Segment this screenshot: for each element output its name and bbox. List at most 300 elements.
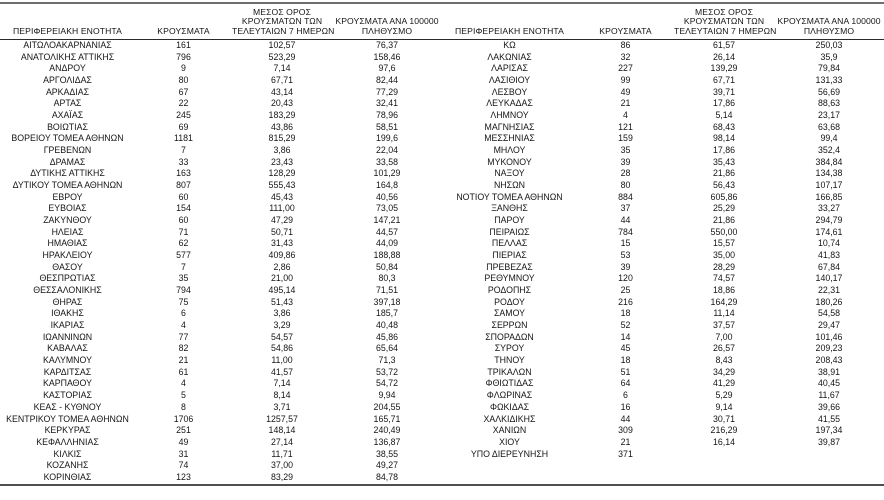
cell-per100k: 22,31: [817, 285, 840, 296]
table-row: [442, 145, 884, 157]
cell-region: ΑΡΤΑΣ: [53, 98, 82, 109]
cell-per100k: 101,46: [815, 331, 843, 342]
table-row: [442, 192, 884, 204]
cell-avg7: 17,86: [712, 98, 735, 109]
table-row: [0, 145, 442, 157]
table-row: [0, 414, 442, 426]
cell-avg7: 7,14: [273, 63, 291, 74]
cell-per100k: 40,56: [375, 191, 398, 202]
cell-avg7: 50,71: [270, 226, 293, 237]
cell-cases: 99: [620, 75, 631, 86]
regions-table-right: [442, 4, 884, 484]
table-row: [442, 250, 884, 262]
cell-cases: 64: [620, 378, 631, 389]
col-header-avg7-line3: ΤΕΛΕΥΤΑΙΩΝ 7 ΗΜΕΡΩΝ: [232, 26, 335, 37]
cell-region: ΚΑΡΔΙΤΣΑΣ: [43, 366, 92, 377]
cell-per100k: 208,43: [815, 355, 843, 366]
cell-per100k: 38,91: [817, 366, 840, 377]
cell-per100k: 352,4: [817, 145, 840, 156]
cell-avg7: 1257,57: [266, 413, 298, 424]
cell-per100k: 80,3: [378, 273, 396, 284]
cell-per100k: 384,84: [815, 156, 843, 167]
cell-avg7: 26,14: [712, 51, 735, 62]
cell-per100k: 41,83: [817, 250, 840, 261]
cell-avg7: 37,57: [712, 320, 735, 331]
table-row: [442, 122, 884, 134]
cell-per100k: 50,84: [375, 261, 398, 272]
cell-region: ΕΥΒΟΙΑΣ: [48, 203, 87, 214]
cell-cases: 120: [618, 273, 633, 284]
cell-per100k: 32,41: [375, 98, 398, 109]
cell-per100k: 147,21: [373, 215, 401, 226]
cell-avg7: 815,29: [268, 133, 296, 144]
cell-cases: 21: [620, 436, 631, 447]
cell-region: ΛΕΣΒΟΥ: [491, 86, 528, 97]
cell-avg7: 9,14: [715, 401, 733, 412]
cell-region: ΚΑΒΑΛΑΣ: [47, 343, 88, 354]
cell-per100k: 9,94: [378, 390, 396, 401]
cell-region: ΑΡΓΟΛΙΔΑΣ: [43, 75, 92, 86]
cell-region: ΒΟΡΕΙΟΥ ΤΟΜΕΑ ΑΘΗΝΩΝ: [11, 133, 124, 144]
table-row: [442, 414, 884, 426]
cell-per100k: 44,57: [375, 226, 398, 237]
cell-avg7: 183,29: [268, 110, 296, 121]
col-header-avg7: [232, 4, 335, 40]
table-row: [0, 63, 442, 75]
cell-cases: 32: [620, 51, 631, 62]
cell-per100k: 41,55: [817, 413, 840, 424]
col-header-region-label: ΠΕΡΙΦΕΡΕΙΑΚΗ ΕΝΟΤΗΤΑ: [455, 26, 564, 37]
cell-per100k: 49,27: [375, 460, 398, 471]
cell-avg7: 39,71: [712, 86, 735, 97]
cell-avg7: 7,00: [715, 331, 733, 342]
cell-cases: 5: [181, 390, 186, 401]
cell-region: ΚΕΦΑΛΛΗΝΙΑΣ: [36, 436, 99, 447]
tables-container: [0, 4, 884, 486]
table-row: [442, 40, 884, 52]
table-row: [0, 133, 442, 145]
col-header-cases: [577, 4, 674, 40]
cell-avg7: 21,00: [270, 273, 293, 284]
table-row: [0, 262, 442, 274]
cell-region: ΛΑΚΩΝΙΑΣ: [487, 51, 532, 62]
cell-region: ΘΗΡΑΣ: [52, 296, 83, 307]
table-row: [442, 390, 884, 402]
table-row: [0, 52, 442, 64]
cell-region: ΤΗΝΟΥ: [494, 355, 525, 366]
cell-avg7: 34,29: [712, 366, 735, 377]
cell-region: ΧΑΝΙΩΝ: [492, 425, 527, 436]
cell-cases: 60: [178, 215, 189, 226]
cell-region: ΧΑΛΚΙΔΙΚΗΣ: [483, 413, 536, 424]
cell-region: ΑΝΔΡΟΥ: [49, 63, 86, 74]
cell-cases: 49: [620, 86, 631, 97]
table-row: [442, 75, 884, 87]
cell-cases: 796: [176, 51, 191, 62]
cell-cases: 74: [178, 460, 189, 471]
cell-per100k: 99,4: [820, 133, 838, 144]
cell-region: ΘΕΣΠΡΩΤΙΑΣ: [39, 273, 96, 284]
cell-avg7: 2,86: [273, 261, 291, 272]
table-row: [442, 133, 884, 145]
cell-cases: 45: [620, 343, 631, 354]
cell-region: ΑΡΚΑΔΙΑΣ: [45, 86, 90, 97]
cell-per100k: 71,3: [378, 355, 396, 366]
cell-per100k: 53,72: [375, 366, 398, 377]
table-row: [442, 262, 884, 274]
table-row: [0, 390, 442, 402]
cell-avg7: 25,29: [712, 203, 735, 214]
cell-per100k: [774, 449, 884, 461]
cell-per100k: 11,67: [818, 390, 840, 401]
table-body: [442, 40, 884, 461]
cell-per100k: 140,17: [815, 273, 843, 284]
table-row: [442, 203, 884, 215]
cell-cases: 44: [620, 215, 631, 226]
regions-table-left: [0, 4, 442, 484]
cell-avg7: 550,00: [710, 226, 738, 237]
cell-avg7: 83,29: [270, 471, 293, 482]
cell-avg7: 98,14: [712, 133, 735, 144]
cell-per100k: 33,58: [375, 156, 398, 167]
cell-region: ΚΕΡΚΥΡΑΣ: [44, 425, 91, 436]
cell-region: ΙΩΑΝΝΙΝΩΝ: [42, 331, 93, 342]
cell-per100k: 29,47: [817, 320, 840, 331]
cell-avg7: 128,29: [268, 168, 296, 179]
cell-per100k: 134,38: [815, 168, 843, 179]
cell-per100k: 65,64: [375, 343, 398, 354]
cell-per100k: 44,09: [375, 238, 398, 249]
table-row: [0, 180, 442, 192]
col-header-per100k-line2: ΠΛΗΘΥΣΜΟ: [803, 26, 855, 37]
cell-cases: 4: [181, 320, 186, 331]
regions-table: [442, 4, 884, 460]
cell-region: ΚΕΑΣ - ΚΥΘΝΟΥ: [33, 401, 102, 412]
table-row: [0, 320, 442, 332]
cell-cases: 371: [618, 448, 633, 459]
cell-cases: 80: [178, 75, 189, 86]
cell-per100k: 250,03: [815, 40, 843, 50]
cell-cases: 807: [176, 180, 191, 191]
cell-region: ΙΚΑΡΙΑΣ: [50, 320, 85, 331]
cell-per100k: 10,74: [817, 238, 840, 249]
cell-region: ΝΗΣΩΝ: [493, 180, 526, 191]
cell-region: ΑΧΑΪΑΣ: [51, 110, 84, 121]
table-row: [0, 425, 442, 437]
cell-region: ΛΑΡΙΣΑΣ: [491, 63, 528, 74]
cell-per100k: 97,6: [378, 63, 396, 74]
cell-region: ΚΩ: [503, 40, 516, 50]
cell-cases: 18: [620, 355, 631, 366]
table-row: [0, 355, 442, 367]
table-row: [442, 168, 884, 180]
table-row: [442, 180, 884, 192]
table-row: [442, 98, 884, 110]
cell-region: ΦΘΙΩΤΙΔΑΣ: [485, 378, 534, 389]
cell-per100k: 101,29: [373, 168, 401, 179]
table-row: [442, 425, 884, 437]
cell-avg7: [674, 449, 774, 461]
table-row: [0, 285, 442, 297]
table-row: [0, 87, 442, 99]
cell-avg7: 3,86: [273, 145, 291, 156]
cell-region: ΗΜΑΘΙΑΣ: [47, 238, 88, 249]
cell-region: ΜΑΓΝΗΣΙΑΣ: [484, 121, 535, 132]
cell-region: ΚΙΛΚΙΣ: [53, 448, 82, 459]
cell-cases: 77: [178, 331, 189, 342]
cell-region: ΜΕΣΣΗΝΙΑΣ: [484, 133, 535, 144]
cell-avg7: 409,86: [268, 250, 296, 261]
cell-cases: 35: [178, 273, 189, 284]
cell-per100k: 33,27: [817, 203, 840, 214]
cell-avg7: 164,29: [710, 296, 738, 307]
cell-region: ΣΥΡΟΥ: [494, 343, 525, 354]
table-row: [442, 437, 884, 449]
cell-region: ΡΟΔΟΥ: [494, 296, 525, 307]
cell-cases: 154: [176, 203, 191, 214]
cell-avg7: 3,29: [273, 320, 291, 331]
cell-cases: 25: [620, 285, 631, 296]
cell-cases: 67: [178, 86, 189, 97]
col-header-per100k-line1: ΚΡΟΥΣΜΑΤΑ ΑΝΑ 100000: [335, 16, 439, 27]
cell-cases: 37: [620, 203, 631, 214]
cell-avg7: 21,86: [712, 215, 735, 226]
cell-avg7: 23,43: [270, 156, 293, 167]
cell-cases: 123: [176, 471, 191, 482]
cell-per100k: 204,55: [373, 401, 401, 412]
cell-avg7: 43,14: [270, 86, 293, 97]
cell-per100k: 39,87: [817, 436, 840, 447]
table-row: [0, 122, 442, 134]
cell-avg7: 18,86: [712, 285, 735, 296]
cell-avg7: 74,57: [712, 273, 735, 284]
cell-per100k: 166,85: [815, 191, 843, 202]
cell-cases: 4: [623, 110, 628, 121]
table-row: [0, 227, 442, 239]
cell-cases: 8: [181, 401, 186, 412]
cell-region: ΚΕΝΤΡΙΚΟΥ ΤΟΜΕΑ ΑΘΗΝΩΝ: [6, 413, 129, 424]
col-header-avg7: [674, 4, 777, 40]
cell-cases: 884: [618, 191, 633, 202]
cell-per100k: 35,9: [820, 51, 838, 62]
table-row: [442, 215, 884, 227]
cell-cases: 6: [181, 308, 186, 319]
table-row: [442, 285, 884, 297]
cell-avg7: 102,57: [268, 40, 296, 50]
table-row: [442, 343, 884, 355]
cell-avg7: 16,14: [712, 436, 735, 447]
cell-per100k: 164,8: [375, 180, 398, 191]
cell-cases: 227: [618, 63, 633, 74]
cell-avg7: 27,14: [270, 436, 293, 447]
cell-per100k: 40,45: [817, 378, 840, 389]
cell-cases: 39: [620, 156, 631, 167]
table-row: [0, 250, 442, 262]
cell-region: ΒΟΙΩΤΙΑΣ: [47, 121, 88, 132]
cell-region: ΘΕΣΣΑΛΟΝΙΚΗΣ: [33, 285, 102, 296]
cell-region: ΝΑΞΟΥ: [494, 168, 525, 179]
cell-avg7: 54,86: [270, 343, 293, 354]
cell-avg7: 11,00: [271, 355, 293, 366]
cell-per100k: 199,6: [375, 133, 398, 144]
col-header-cases-label: ΚΡΟΥΣΜΑΤΑ: [157, 26, 210, 37]
cell-cases: 6: [623, 390, 628, 401]
col-header-cases-label: ΚΡΟΥΣΜΑΤΑ: [599, 26, 652, 37]
cell-avg7: 51,43: [270, 296, 293, 307]
cell-per100k: 58,51: [375, 121, 398, 132]
cell-region: ΠΡΕΒΕΖΑΣ: [486, 261, 533, 272]
cell-per100k: 209,23: [815, 343, 843, 354]
cell-avg7: 30,71: [712, 413, 735, 424]
cell-region: ΔΡΑΜΑΣ: [49, 156, 86, 167]
cell-per100k: 188,88: [373, 250, 401, 261]
cell-avg7: 605,86: [710, 191, 738, 202]
cell-cases: 61: [178, 366, 189, 377]
col-header-cases: [135, 4, 232, 40]
table-row: [442, 273, 884, 285]
cell-region: ΣΑΜΟΥ: [493, 308, 526, 319]
cell-cases: 7: [181, 145, 186, 156]
cell-avg7: 47,29: [270, 215, 293, 226]
cell-avg7: 111,00: [269, 203, 295, 214]
table-row: [442, 157, 884, 169]
cell-cases: 33: [178, 156, 189, 167]
cell-cases: 22: [178, 98, 189, 109]
table-row: [0, 203, 442, 215]
cell-cases: 80: [620, 180, 631, 191]
cell-per100k: 54,58: [817, 308, 840, 319]
header-row: [0, 4, 442, 40]
cell-per100k: 73,05: [375, 203, 398, 214]
cell-cases: 82: [178, 343, 189, 354]
cell-region: ΡΕΘΥΜΝΟΥ: [484, 273, 535, 284]
cell-per100k: 38,55: [375, 448, 398, 459]
cell-avg7: 41,29: [712, 378, 735, 389]
table-row: [0, 402, 442, 414]
cell-cases: 245: [176, 110, 191, 121]
cell-region: ΠΙΕΡΙΑΣ: [492, 250, 527, 261]
cell-per100k: 397,18: [373, 296, 401, 307]
cell-region: ΚΟΡΙΝΘΙΑΣ: [43, 471, 92, 482]
cell-cases: 309: [618, 425, 633, 436]
cell-region: ΛΑΣΙΘΙΟΥ: [488, 75, 531, 86]
cell-per100k: 79,84: [817, 63, 840, 74]
cell-cases: 49: [178, 436, 189, 447]
cell-avg7: 26,57: [712, 343, 735, 354]
cell-avg7: 11,14: [713, 308, 735, 319]
cell-per100k: 76,37: [375, 40, 398, 50]
cell-avg7: 56,43: [712, 180, 735, 191]
cell-region: ΙΘΑΚΗΣ: [51, 308, 84, 319]
cell-per100k: 45,86: [375, 331, 398, 342]
cell-cases: 86: [620, 40, 631, 50]
cell-cases: 1706: [173, 413, 194, 424]
table-row: [0, 273, 442, 285]
cell-avg7: 495,14: [268, 285, 296, 296]
cell-region: ΠΑΡΟΥ: [494, 215, 525, 226]
cell-avg7: 555,43: [268, 180, 296, 191]
cell-avg7: 5,14: [715, 110, 733, 121]
cell-avg7: 7,14: [273, 378, 291, 389]
table-row: [442, 320, 884, 332]
cell-avg7: 20,43: [270, 98, 293, 109]
cell-cases: 251: [176, 425, 191, 436]
cell-avg7: 31,43: [270, 238, 293, 249]
cell-per100k: 54,72: [375, 378, 398, 389]
cell-region: ΑΙΤΩΛΟΑΚΑΡΝΑΝΙΑΣ: [23, 40, 112, 50]
cell-cases: 163: [176, 168, 191, 179]
cell-region: ΗΛΕΙΑΣ: [51, 226, 84, 237]
cell-region: ΜΥΚΟΝΟΥ: [487, 156, 532, 167]
cell-avg7: 21,86: [712, 168, 735, 179]
cell-avg7: 8,43: [715, 355, 733, 366]
table-row: [0, 98, 442, 110]
col-header-per100k-line1: ΚΡΟΥΣΜΑΤΑ ΑΝΑ 100000: [777, 16, 881, 27]
cell-avg7: 28,29: [712, 261, 735, 272]
cell-cases: 71: [178, 226, 189, 237]
table-row: [442, 402, 884, 414]
cell-cases: 51: [620, 366, 631, 377]
cell-cases: 28: [620, 168, 631, 179]
cell-region: ΣΠΟΡΑΔΩΝ: [485, 331, 534, 342]
table-row: [442, 378, 884, 390]
cell-per100k: 158,46: [373, 51, 401, 62]
cell-region: ΔΥΤΙΚΗΣ ΑΤΤΙΚΗΣ: [30, 168, 105, 179]
cell-per100k: 131,33: [815, 75, 843, 86]
cell-cases: 60: [178, 191, 189, 202]
cell-region: ΕΒΡΟΥ: [52, 191, 83, 202]
header-row: [442, 4, 884, 40]
cell-avg7: 3,71: [273, 401, 291, 412]
cell-region: ΖΑΚΥΝΘΟΥ: [43, 215, 92, 226]
cell-per100k: 294,79: [815, 215, 843, 226]
cell-region: ΑΝΑΤΟΛΙΚΗΣ ΑΤΤΙΚΗΣ: [20, 51, 115, 62]
cell-avg7: 5,29: [715, 390, 733, 401]
cell-avg7: 45,43: [270, 191, 293, 202]
col-header-region: [442, 4, 577, 40]
table-row: [0, 168, 442, 180]
cell-region: ΝΟΤΙΟΥ ΤΟΜΕΑ ΑΘΗΝΩΝ: [456, 191, 563, 202]
cell-cases: 9: [181, 63, 186, 74]
table-row: [442, 227, 884, 239]
cell-region: ΞΑΝΘΗΣ: [491, 203, 528, 214]
cell-cases: 44: [620, 413, 631, 424]
cell-cases: 159: [618, 133, 633, 144]
cell-cases: 14: [620, 331, 631, 342]
cell-per100k: 67,84: [817, 261, 840, 272]
cell-avg7: 54,57: [270, 331, 293, 342]
cell-region: ΦΛΩΡΙΝΑΣ: [486, 390, 533, 401]
cell-cases: 15: [620, 238, 631, 249]
cell-cases: 161: [176, 40, 191, 50]
cell-region: ΥΠΟ ΔΙΕΡΕΥΝΗΣΗ: [470, 448, 549, 459]
table-row: [0, 460, 442, 472]
cell-avg7: 37,00: [270, 460, 293, 471]
cell-avg7: 216,29: [710, 425, 738, 436]
table-row: [0, 238, 442, 250]
table-row: [0, 449, 442, 461]
table-row: [0, 192, 442, 204]
cell-region: ΤΡΙΚΑΛΩΝ: [487, 366, 532, 377]
cell-avg7: 139,29: [710, 63, 738, 74]
table-row: [0, 472, 442, 484]
cell-region: ΡΟΔΟΠΗΣ: [487, 285, 532, 296]
table-row: [0, 343, 442, 355]
cell-cases: 16: [620, 401, 631, 412]
col-header-region-label: ΠΕΡΙΦΕΡΕΙΑΚΗ ΕΝΟΤΗΤΑ: [13, 26, 122, 37]
cell-avg7: 148,14: [268, 425, 296, 436]
cell-cases: 121: [618, 121, 633, 132]
